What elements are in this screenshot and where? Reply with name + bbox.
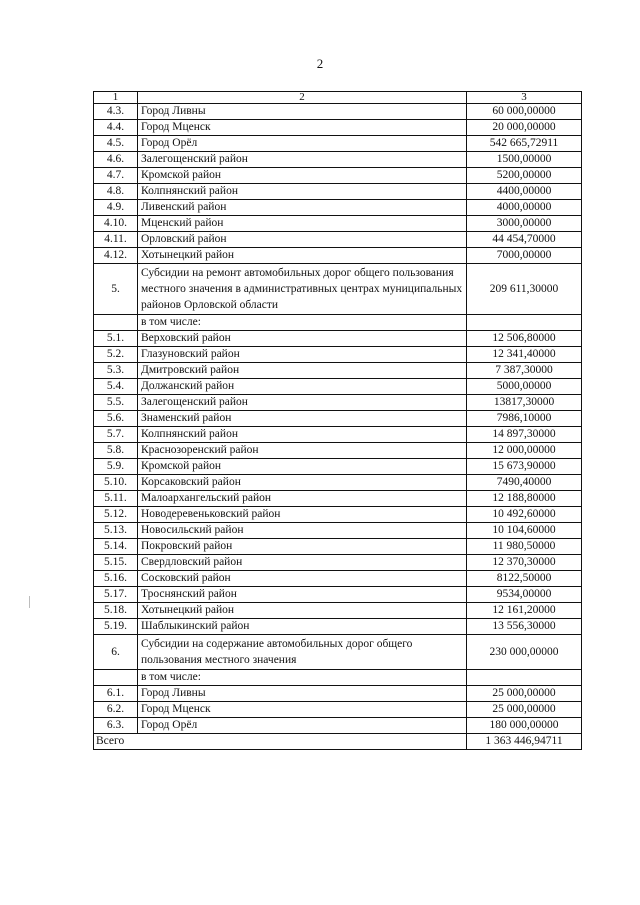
row-name-cell: Глазуновский район xyxy=(138,347,467,363)
row-name-cell: Субсидии на содержание автомобильных дорог общего пользования местного значения xyxy=(138,635,467,670)
row-number-cell: 5.11. xyxy=(94,491,138,507)
row-number-cell: 5.12. xyxy=(94,507,138,523)
table-header-row xyxy=(94,92,582,104)
row-name-cell: Корсаковский район xyxy=(138,475,467,491)
scan-edge-mark xyxy=(29,596,30,608)
row-value-cell: 20 000,00000 xyxy=(467,120,582,136)
table-row xyxy=(94,379,582,395)
table-row xyxy=(94,670,582,686)
row-name-cell: Ливенский район xyxy=(138,200,467,216)
row-number-cell: 5.8. xyxy=(94,443,138,459)
row-value-cell: 3000,00000 xyxy=(467,216,582,232)
row-name-cell: Кромской район xyxy=(138,459,467,475)
row-value-cell: 12 188,80000 xyxy=(467,491,582,507)
row-name-cell: Шаблыкинский район xyxy=(138,619,467,635)
table-row xyxy=(94,232,582,248)
row-number-cell: 5. xyxy=(94,264,138,315)
table-row xyxy=(94,718,582,734)
row-name-cell: в том числе: xyxy=(138,670,467,686)
row-name-cell: Город Мценск xyxy=(138,702,467,718)
row-name-cell: Сосковский район xyxy=(138,571,467,587)
row-name-cell: Город Ливны xyxy=(138,686,467,702)
table-row xyxy=(94,248,582,264)
table-row xyxy=(94,491,582,507)
table-row xyxy=(94,539,582,555)
header-col-3: 3 xyxy=(467,92,582,104)
table-row xyxy=(94,331,582,347)
row-value-cell: 230 000,00000 xyxy=(467,635,582,670)
row-number-cell: 5.16. xyxy=(94,571,138,587)
table-row xyxy=(94,347,582,363)
row-number-cell: 6. xyxy=(94,635,138,670)
row-value-cell: 4400,00000 xyxy=(467,184,582,200)
table-row xyxy=(94,459,582,475)
row-number-cell: 4.7. xyxy=(94,168,138,184)
row-value-cell: 13 556,30000 xyxy=(467,619,582,635)
row-number-cell: 4.6. xyxy=(94,152,138,168)
row-value-cell xyxy=(467,315,582,331)
row-number-cell: 5.5. xyxy=(94,395,138,411)
row-name-cell: Город Орёл xyxy=(138,718,467,734)
row-name-cell: Краснозоренский район xyxy=(138,443,467,459)
total-value-cell: 1 363 446,94711 xyxy=(467,734,582,750)
table-row xyxy=(94,315,582,331)
row-number-cell: 5.10. xyxy=(94,475,138,491)
row-value-cell xyxy=(467,670,582,686)
row-name-cell: Орловский район xyxy=(138,232,467,248)
row-number-cell: 5.2. xyxy=(94,347,138,363)
row-number-cell xyxy=(94,670,138,686)
row-value-cell: 44 454,70000 xyxy=(467,232,582,248)
row-name-cell: Новодеревеньковский район xyxy=(138,507,467,523)
row-number-cell: 5.14. xyxy=(94,539,138,555)
row-value-cell: 7 387,30000 xyxy=(467,363,582,379)
row-number-cell: 4.5. xyxy=(94,136,138,152)
table-row xyxy=(94,427,582,443)
row-name-cell: в том числе: xyxy=(138,315,467,331)
row-value-cell: 11 980,50000 xyxy=(467,539,582,555)
row-number-cell: 4.9. xyxy=(94,200,138,216)
row-name-cell: Должанский район xyxy=(138,379,467,395)
row-value-cell: 13817,30000 xyxy=(467,395,582,411)
row-number-cell: 6.2. xyxy=(94,702,138,718)
table-row xyxy=(94,702,582,718)
row-value-cell: 542 665,72911 xyxy=(467,136,582,152)
row-value-cell: 25 000,00000 xyxy=(467,686,582,702)
table-row xyxy=(94,686,582,702)
page-number: 2 xyxy=(316,56,324,71)
row-number-cell: 4.8. xyxy=(94,184,138,200)
row-name-cell: Город Мценск xyxy=(138,120,467,136)
table-row xyxy=(94,104,582,120)
table-row xyxy=(94,523,582,539)
row-number-cell: 4.10. xyxy=(94,216,138,232)
row-name-cell: Знаменский район xyxy=(138,411,467,427)
row-value-cell: 8122,50000 xyxy=(467,571,582,587)
table-row xyxy=(94,136,582,152)
table-row xyxy=(94,587,582,603)
row-value-cell: 25 000,00000 xyxy=(467,702,582,718)
table-row xyxy=(94,200,582,216)
row-name-cell: Малоархангельский район xyxy=(138,491,467,507)
row-number-cell: 5.4. xyxy=(94,379,138,395)
row-number-cell: 4.3. xyxy=(94,104,138,120)
table-row xyxy=(94,571,582,587)
row-name-cell: Свердловский район xyxy=(138,555,467,571)
row-value-cell: 7490,40000 xyxy=(467,475,582,491)
table-row xyxy=(94,264,582,315)
table-row xyxy=(94,635,582,670)
row-value-cell: 209 611,30000 xyxy=(467,264,582,315)
row-name-cell: Кромской район xyxy=(138,168,467,184)
row-value-cell: 7000,00000 xyxy=(467,248,582,264)
row-value-cell: 60 000,00000 xyxy=(467,104,582,120)
table-row xyxy=(94,555,582,571)
row-value-cell: 10 104,60000 xyxy=(467,523,582,539)
table-row xyxy=(94,152,582,168)
row-name-cell: Новосильский район xyxy=(138,523,467,539)
table-row xyxy=(94,184,582,200)
row-name-cell: Колпнянский район xyxy=(138,184,467,200)
row-number-cell: 5.3. xyxy=(94,363,138,379)
total-row xyxy=(94,734,582,750)
row-number-cell: 5.19. xyxy=(94,619,138,635)
table-row xyxy=(94,168,582,184)
row-value-cell: 14 897,30000 xyxy=(467,427,582,443)
row-number-cell: 5.1. xyxy=(94,331,138,347)
row-value-cell: 7986,10000 xyxy=(467,411,582,427)
row-number-cell: 4.12. xyxy=(94,248,138,264)
table-row xyxy=(94,395,582,411)
row-name-cell: Верховский район xyxy=(138,331,467,347)
row-value-cell: 5200,00000 xyxy=(467,168,582,184)
row-value-cell: 1500,00000 xyxy=(467,152,582,168)
row-number-cell: 5.15. xyxy=(94,555,138,571)
row-number-cell: 5.13. xyxy=(94,523,138,539)
row-number-cell: 5.17. xyxy=(94,587,138,603)
row-number-cell: 5.6. xyxy=(94,411,138,427)
row-number-cell: 5.9. xyxy=(94,459,138,475)
row-value-cell: 12 370,30000 xyxy=(467,555,582,571)
table-body xyxy=(94,92,582,750)
row-number-cell: 4.4. xyxy=(94,120,138,136)
row-name-cell: Субсидии на ремонт автомобильных дорог общего пользования местного значения в административных центрах муниципальных районов Орловской области xyxy=(138,264,467,315)
row-number-cell: 5.18. xyxy=(94,603,138,619)
row-name-cell: Покровский район xyxy=(138,539,467,555)
row-value-cell: 10 492,60000 xyxy=(467,507,582,523)
row-name-cell: Хотынецкий район xyxy=(138,248,467,264)
row-number-cell xyxy=(94,315,138,331)
table-row xyxy=(94,216,582,232)
table-row xyxy=(94,507,582,523)
row-number-cell: 5.7. xyxy=(94,427,138,443)
row-value-cell: 12 506,80000 xyxy=(467,331,582,347)
row-value-cell: 15 673,90000 xyxy=(467,459,582,475)
table-row xyxy=(94,120,582,136)
row-value-cell: 12 161,20000 xyxy=(467,603,582,619)
row-number-cell: 4.11. xyxy=(94,232,138,248)
row-name-cell: Дмитровский район xyxy=(138,363,467,379)
row-name-cell: Хотынецкий район xyxy=(138,603,467,619)
row-value-cell: 5000,00000 xyxy=(467,379,582,395)
row-name-cell: Троснянский район xyxy=(138,587,467,603)
row-value-cell: 12 000,00000 xyxy=(467,443,582,459)
row-number-cell: 6.3. xyxy=(94,718,138,734)
table-row xyxy=(94,363,582,379)
row-name-cell: Колпнянский район xyxy=(138,427,467,443)
row-value-cell: 4000,00000 xyxy=(467,200,582,216)
row-number-cell: 6.1. xyxy=(94,686,138,702)
row-name-cell: Залегощенский район xyxy=(138,395,467,411)
row-value-cell: 9534,00000 xyxy=(467,587,582,603)
table-row xyxy=(94,443,582,459)
table-row xyxy=(94,619,582,635)
row-value-cell: 180 000,00000 xyxy=(467,718,582,734)
row-name-cell: Мценский район xyxy=(138,216,467,232)
row-name-cell: Залегощенский район xyxy=(138,152,467,168)
header-col-2: 2 xyxy=(138,92,467,104)
row-name-cell: Город Орёл xyxy=(138,136,467,152)
total-label-cell: Всего xyxy=(94,734,467,750)
row-name-cell: Город Ливны xyxy=(138,104,467,120)
header-col-1: 1 xyxy=(94,92,138,104)
allocation-table xyxy=(93,91,582,750)
row-value-cell: 12 341,40000 xyxy=(467,347,582,363)
table-row xyxy=(94,603,582,619)
table-row xyxy=(94,475,582,491)
table-row xyxy=(94,411,582,427)
